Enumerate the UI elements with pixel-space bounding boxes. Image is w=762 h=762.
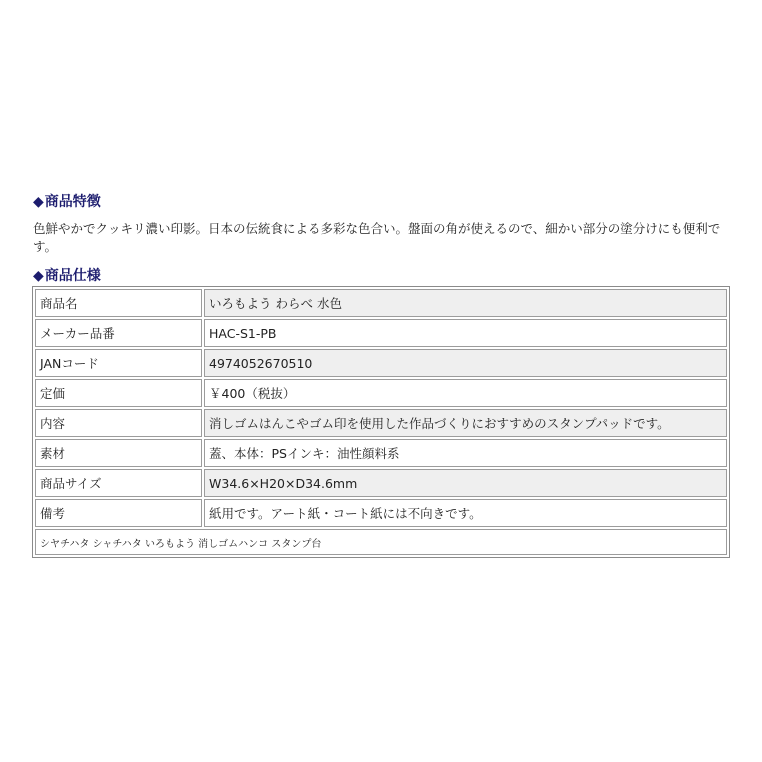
features-description: 色鮮やかでクッキリ濃い印影。日本の伝統食による多彩な色合い。盤面の角が使えるので、細かい部分の塗分けにも便利です。	[33, 221, 721, 254]
spec-row-price	[35, 379, 727, 407]
spec-row-product-name	[35, 289, 727, 317]
spec-row-jan-code	[35, 349, 727, 377]
spec-value: 消しゴムはんこやゴム印を使用した作品づくりにおすすめのスタンプパッドです。	[204, 409, 727, 437]
spec-label: メーカー品番	[35, 319, 202, 347]
diamond-bullet-icon: ◆	[33, 268, 44, 284]
features-heading-text: 商品特徴	[44, 194, 101, 210]
spec-row-notes	[35, 499, 727, 527]
spec-row-material	[35, 439, 727, 467]
spec-row-contents	[35, 409, 727, 437]
spec-row-footer	[35, 529, 727, 555]
spec-row-maker-code	[35, 319, 727, 347]
spec-label: 素材	[35, 439, 202, 467]
spec-row-size	[35, 469, 727, 497]
spec-value: W34.6×H20×D34.6mm	[204, 469, 727, 497]
spec-label: 備考	[35, 499, 202, 527]
spec-value: 蓋、本体：PSインキ：油性顔料系	[204, 439, 727, 467]
spec-footer-keywords: シヤチハタ シャチハタ いろもよう 消しゴムハンコ スタンプ台	[35, 529, 727, 555]
spec-value: 紙用です。アート紙・コート紙には不向きです。	[204, 499, 727, 527]
spec-heading	[33, 266, 101, 286]
spec-heading-text: 商品仕様	[44, 268, 101, 284]
spec-label: 定価	[35, 379, 202, 407]
spec-label: 商品名	[35, 289, 202, 317]
spec-value: HAC-S1-PB	[204, 319, 727, 347]
spec-label: JANコード	[35, 349, 202, 377]
features-heading	[33, 192, 101, 212]
spec-value: 4974052670510	[204, 349, 727, 377]
spec-table	[32, 286, 730, 558]
spec-label: 商品サイズ	[35, 469, 202, 497]
spec-label: 内容	[35, 409, 202, 437]
spec-value: いろもよう わらべ 水色	[204, 289, 727, 317]
spec-value: ￥400（税抜）	[204, 379, 727, 407]
diamond-bullet-icon: ◆	[33, 194, 44, 210]
